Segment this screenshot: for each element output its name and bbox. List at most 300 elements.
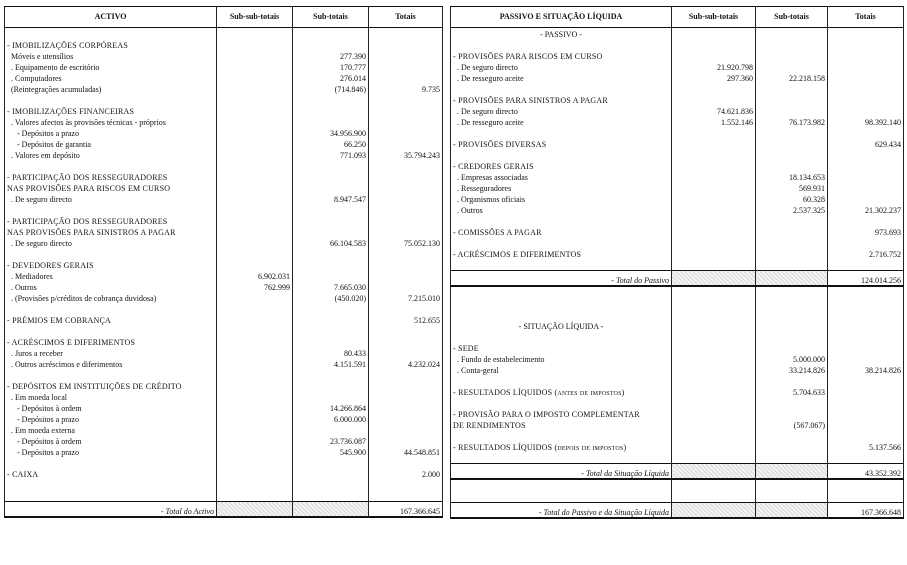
row-label: . De seguro directo — [451, 61, 672, 72]
total-cell — [369, 402, 443, 413]
sub-sub-total-cell: 1.552.146 — [672, 116, 756, 127]
sub-total-cell: 5.000.000 — [756, 353, 828, 364]
empty-cell — [369, 28, 443, 40]
blank-row — [451, 397, 904, 408]
row-label: - PARTICIPAÇÃO DOS RESSEGURADORES — [5, 171, 217, 182]
section-heading-row — [5, 468, 443, 479]
empty-cell — [5, 369, 217, 380]
total-cell — [369, 226, 443, 237]
empty-cell — [451, 298, 672, 309]
total-activo-value: 167.366.645 — [369, 502, 443, 518]
empty-cell — [672, 491, 756, 503]
sub-total-cell: 276.014 — [293, 72, 369, 83]
total-cell — [828, 160, 904, 171]
sub-total-cell: 545.900 — [293, 446, 369, 457]
section-heading-row — [5, 105, 443, 116]
section-heading-row — [451, 342, 904, 353]
total-cell — [828, 353, 904, 364]
empty-cell — [293, 94, 369, 105]
sub-total-cell: 8.947.547 — [293, 193, 369, 204]
sub-sub-total-cell — [217, 116, 293, 127]
blank-row — [451, 149, 904, 160]
row-label: . Equipamento de escritório — [5, 61, 217, 72]
sub-sub-total-cell — [217, 61, 293, 72]
line-item-row — [5, 413, 443, 424]
empty-cell — [672, 452, 756, 464]
sub-sub-total-cell — [217, 193, 293, 204]
section-heading-row — [5, 171, 443, 182]
empty-cell — [217, 248, 293, 259]
sub-total-cell — [293, 215, 369, 226]
empty-cell — [672, 397, 756, 408]
empty-cell — [369, 94, 443, 105]
blank-row — [451, 430, 904, 441]
empty-cell — [369, 479, 443, 490]
blank-row — [5, 457, 443, 468]
sub-sub-total-cell — [672, 386, 756, 397]
row-label: - Total do Passivo — [451, 271, 672, 287]
sub-total-cell: 277.390 — [293, 50, 369, 61]
row-label: . De resseguro aceite — [451, 72, 672, 83]
empty-cell — [756, 397, 828, 408]
empty-cell — [756, 479, 828, 491]
total-cell — [828, 28, 904, 40]
empty-cell — [5, 490, 217, 502]
sub-total-cell: 771.093 — [293, 149, 369, 160]
sub-sub-total-cell — [217, 215, 293, 226]
section-heading-row — [451, 419, 904, 430]
sub-total-cell: 14.266.864 — [293, 402, 369, 413]
empty-cell — [672, 127, 756, 138]
empty-cell — [828, 375, 904, 386]
total-passivo-situacao-label: - Total do Passivo e da Situação Líquida — [451, 503, 672, 519]
line-item-row — [5, 149, 443, 160]
empty-cell — [828, 397, 904, 408]
section-heading-row — [451, 226, 904, 237]
sub-total-cell: 23.736.087 — [293, 435, 369, 446]
line-item-row — [5, 237, 443, 248]
total-cell — [828, 72, 904, 83]
empty-cell — [828, 286, 904, 298]
empty-cell — [451, 479, 672, 491]
sub-sub-total-cell — [217, 347, 293, 358]
empty-cell — [672, 83, 756, 94]
sub-sub-total-cell — [672, 28, 756, 40]
sub-total-cell: (714.846) — [293, 83, 369, 94]
total-cell: 9.735 — [369, 83, 443, 94]
empty-cell — [217, 490, 293, 502]
empty-cell — [451, 452, 672, 464]
total-cell — [369, 347, 443, 358]
blank-row — [451, 479, 904, 491]
col-header-sub-sub-totais: Sub-sub-totais — [217, 7, 293, 28]
total-cell: 35.794.243 — [369, 149, 443, 160]
empty-cell — [293, 28, 369, 40]
blank-row — [451, 237, 904, 248]
total-cell — [828, 193, 904, 204]
total-cell — [369, 127, 443, 138]
line-item-row — [5, 391, 443, 402]
line-item-row — [5, 424, 443, 435]
line-item-row — [5, 127, 443, 138]
sub-total-cell: 80.433 — [293, 347, 369, 358]
sub-sub-total-cell — [217, 237, 293, 248]
empty-cell — [369, 248, 443, 259]
section-heading-row — [451, 50, 904, 61]
line-item-row — [5, 281, 443, 292]
sub-total-cell: 34.956.900 — [293, 127, 369, 138]
sub-total-cell — [756, 50, 828, 61]
sub-sub-total-cell — [217, 259, 293, 270]
row-label: - Total da Situação Líquida — [451, 464, 672, 480]
empty-cell — [756, 39, 828, 50]
section-heading-row — [5, 336, 443, 347]
sub-total-cell — [756, 441, 828, 452]
sub-sub-total-cell — [217, 83, 293, 94]
sub-total-cell: 2.537.325 — [756, 204, 828, 215]
sub-sub-total-cell — [217, 72, 293, 83]
line-item-row — [5, 347, 443, 358]
blank-row — [451, 491, 904, 503]
row-label: . Conta-geral — [451, 364, 672, 375]
section-heading-row — [5, 380, 443, 391]
row-label: - CAIXA — [5, 468, 217, 479]
sub-total-cell — [756, 138, 828, 149]
row-label: . De seguro directo — [5, 237, 217, 248]
blank-row — [5, 490, 443, 502]
empty-cell — [828, 479, 904, 491]
sub-total-cell — [293, 468, 369, 479]
empty-cell — [217, 457, 293, 468]
blank-row — [5, 479, 443, 490]
sub-total-cell: 33.214.826 — [756, 364, 828, 375]
empty-cell — [756, 149, 828, 160]
total-passivo-situacao-row — [451, 503, 904, 519]
line-item-row — [5, 402, 443, 413]
sub-sub-total-cell — [672, 271, 756, 287]
total-cell: 973.693 — [828, 226, 904, 237]
total-cell — [828, 105, 904, 116]
empty-cell — [451, 331, 672, 342]
total-cell: 2.716.752 — [828, 248, 904, 259]
line-item-row — [451, 204, 904, 215]
sub-sub-total-cell — [672, 464, 756, 480]
row-label: - PRÉMIOS EM COBRANÇA — [5, 314, 217, 325]
empty-cell — [369, 457, 443, 468]
total-cell — [828, 50, 904, 61]
sub-sub-total-cell — [672, 94, 756, 105]
sub-sub-total-cell: 21.920.798 — [672, 61, 756, 72]
sub-total-cell — [756, 342, 828, 353]
sub-total-cell — [756, 408, 828, 419]
row-label: . Empresas associadas — [451, 171, 672, 182]
col-header-sub-totais: Sub-totais — [293, 7, 369, 28]
empty-cell — [756, 237, 828, 248]
blank-row — [451, 331, 904, 342]
empty-cell — [217, 204, 293, 215]
row-label: - ACRÉSCIMOS E DIFERIMENTOS — [5, 336, 217, 347]
sub-sub-total-cell — [672, 320, 756, 331]
empty-cell — [5, 160, 217, 171]
total-cell — [369, 193, 443, 204]
row-label: - ACRÉSCIMOS E DIFERIMENTOS — [451, 248, 672, 259]
sub-total-cell — [293, 314, 369, 325]
row-label: . De seguro directo — [451, 105, 672, 116]
empty-cell — [828, 149, 904, 160]
subtotal-row — [451, 271, 904, 287]
line-item-row — [5, 270, 443, 281]
empty-cell — [451, 83, 672, 94]
empty-cell — [293, 369, 369, 380]
total-cell — [369, 116, 443, 127]
empty-cell — [828, 331, 904, 342]
row-label: - Depósitos a prazo — [5, 127, 217, 138]
shaded-cell — [293, 502, 369, 518]
row-label: - SEDE — [451, 342, 672, 353]
empty-cell — [293, 490, 369, 502]
blank-row — [451, 298, 904, 309]
line-item-row — [451, 182, 904, 193]
sub-sub-total-cell — [672, 353, 756, 364]
blank-row — [5, 248, 443, 259]
sub-total-cell — [293, 105, 369, 116]
total-cell: 4.232.024 — [369, 358, 443, 369]
row-label: . Fundo de estabelecimento — [451, 353, 672, 364]
empty-cell — [672, 39, 756, 50]
row-label: - Depósitos a prazo — [5, 413, 217, 424]
sub-sub-total-cell — [217, 138, 293, 149]
sub-total-cell — [293, 226, 369, 237]
empty-cell — [828, 215, 904, 226]
sub-total-cell: 18.134.653 — [756, 171, 828, 182]
line-item-row — [5, 446, 443, 457]
section-heading-row — [451, 386, 904, 397]
total-cell — [828, 94, 904, 105]
blank-row — [451, 259, 904, 271]
empty-cell — [293, 325, 369, 336]
row-label: - PROVISÃO PARA O IMPOSTO COMPLEMENTAR — [451, 408, 672, 419]
shaded-cell — [672, 503, 756, 519]
row-label: . Organismos oficiais — [451, 193, 672, 204]
blank-row — [451, 127, 904, 138]
empty-cell — [369, 303, 443, 314]
sub-sub-total-cell — [217, 380, 293, 391]
total-passivo-situacao-value: 167.366.648 — [828, 503, 904, 519]
sub-sub-total-cell — [217, 182, 293, 193]
total-cell — [369, 413, 443, 424]
empty-cell — [828, 237, 904, 248]
row-label: . Valores afectos às provisões técnicas - próprios — [5, 116, 217, 127]
sub-total-cell: 66.104.583 — [293, 237, 369, 248]
empty-cell — [217, 303, 293, 314]
sub-sub-total-cell — [217, 402, 293, 413]
sub-sub-total-cell: 74.621.836 — [672, 105, 756, 116]
blank-row — [451, 215, 904, 226]
empty-cell — [672, 215, 756, 226]
sub-total-cell — [756, 248, 828, 259]
empty-cell — [217, 479, 293, 490]
passivo-table — [450, 6, 904, 519]
empty-cell — [451, 309, 672, 320]
line-item-row — [451, 116, 904, 127]
total-cell — [369, 50, 443, 61]
row-label: - PROVISÕES PARA SINISTROS A PAGAR — [451, 94, 672, 105]
row-label: Móveis e utensílios — [5, 50, 217, 61]
total-cell — [369, 435, 443, 446]
line-item-row — [5, 292, 443, 303]
empty-cell — [672, 331, 756, 342]
row-label: - RESULTADOS LÍQUIDOS (antes de impostos) — [451, 386, 672, 397]
line-item-row — [5, 83, 443, 94]
total-cell — [369, 72, 443, 83]
empty-cell — [293, 160, 369, 171]
sub-total-cell — [293, 380, 369, 391]
blank-row — [451, 375, 904, 386]
blank-row — [5, 303, 443, 314]
empty-cell — [451, 149, 672, 160]
empty-cell — [756, 331, 828, 342]
total-cell: 44.548.851 — [369, 446, 443, 457]
row-label: . Outros — [451, 204, 672, 215]
empty-cell — [217, 369, 293, 380]
sub-total-cell: (450.020) — [293, 292, 369, 303]
sub-total-cell: 170.777 — [293, 61, 369, 72]
empty-cell — [756, 127, 828, 138]
sub-total-cell — [293, 116, 369, 127]
sub-total-cell — [756, 226, 828, 237]
row-label: - COMISSÕES A PAGAR — [451, 226, 672, 237]
sub-sub-total-cell — [672, 342, 756, 353]
section-heading-row — [451, 160, 904, 171]
group-title-row — [451, 320, 904, 331]
blank-row — [5, 94, 443, 105]
total-cell — [828, 386, 904, 397]
row-label: - DEPÓSITOS EM INSTITUIÇÕES DE CRÉDITO — [5, 380, 217, 391]
sub-total-cell — [756, 28, 828, 40]
activo-table — [4, 6, 443, 518]
activo-header-row — [5, 7, 443, 28]
empty-cell — [756, 215, 828, 226]
total-cell: 38.214.826 — [828, 364, 904, 375]
sub-sub-total-cell: 762.999 — [217, 281, 293, 292]
line-item-row — [5, 50, 443, 61]
row-label: - DEVEDORES GERAIS — [5, 259, 217, 270]
row-label: NAS PROVISÕES PARA RISCOS EM CURSO — [5, 182, 217, 193]
section-heading-row — [5, 314, 443, 325]
sub-total-cell: 60.328 — [756, 193, 828, 204]
sub-sub-total-cell — [217, 292, 293, 303]
total-cell — [369, 336, 443, 347]
blank-row — [451, 286, 904, 298]
total-cell: 43.352.392 — [828, 464, 904, 480]
sub-total-cell — [293, 424, 369, 435]
line-item-row — [5, 72, 443, 83]
empty-cell — [451, 259, 672, 271]
line-item-row — [451, 171, 904, 182]
row-label: DE RENDIMENTOS — [451, 419, 672, 430]
sub-sub-total-cell — [672, 171, 756, 182]
blank-row — [5, 369, 443, 380]
col-header-sub-sub-totais: Sub-sub-totais — [672, 7, 756, 28]
total-cell — [828, 171, 904, 182]
row-label: . (Provisões p/créditos de cobrança duvidosa) — [5, 292, 217, 303]
sub-total-cell — [293, 336, 369, 347]
total-cell — [828, 182, 904, 193]
sub-sub-total-cell — [217, 446, 293, 457]
empty-cell — [451, 39, 672, 50]
sub-sub-total-cell — [672, 138, 756, 149]
section-heading-row — [451, 441, 904, 452]
empty-cell — [672, 298, 756, 309]
row-label: . Juros a receber — [5, 347, 217, 358]
shaded-cell — [756, 503, 828, 519]
section-heading-row — [451, 248, 904, 259]
sub-sub-total-cell — [217, 226, 293, 237]
total-cell — [369, 171, 443, 182]
sub-sub-total-cell — [672, 419, 756, 430]
empty-cell — [828, 430, 904, 441]
empty-cell — [369, 490, 443, 502]
row-label: . Outros — [5, 281, 217, 292]
section-heading-row — [451, 138, 904, 149]
empty-cell — [369, 369, 443, 380]
sub-sub-total-cell — [217, 105, 293, 116]
line-item-row — [5, 61, 443, 72]
line-item-row — [451, 61, 904, 72]
sub-sub-total-cell — [672, 50, 756, 61]
total-cell: 2.000 — [369, 468, 443, 479]
col-header-passivo: PASSIVO E SITUAÇÃO LÍQUIDA — [451, 7, 672, 28]
sub-sub-total-cell — [217, 435, 293, 446]
empty-cell — [5, 479, 217, 490]
empty-cell — [672, 237, 756, 248]
sub-total-cell — [756, 105, 828, 116]
empty-cell — [828, 491, 904, 503]
empty-cell — [756, 430, 828, 441]
sub-sub-total-cell — [672, 226, 756, 237]
row-label: - RESULTADOS LÍQUIDOS (depois de impostos) — [451, 441, 672, 452]
line-item-row — [451, 364, 904, 375]
total-cell — [828, 408, 904, 419]
total-cell — [369, 182, 443, 193]
sub-total-cell: (567.067) — [756, 419, 828, 430]
row-label: . Resseguradores — [451, 182, 672, 193]
sub-total-cell — [756, 94, 828, 105]
section-heading-row — [5, 259, 443, 270]
blank-row — [5, 28, 443, 40]
total-cell — [369, 215, 443, 226]
sub-sub-total-cell: 6.902.031 — [217, 270, 293, 281]
blank-row — [5, 204, 443, 215]
sub-sub-total-cell — [217, 336, 293, 347]
sub-total-cell — [756, 61, 828, 72]
blank-row — [451, 452, 904, 464]
empty-cell — [217, 94, 293, 105]
sub-total-cell — [293, 259, 369, 270]
empty-cell — [828, 83, 904, 94]
blank-row — [5, 160, 443, 171]
empty-cell — [828, 309, 904, 320]
line-item-row — [5, 138, 443, 149]
empty-cell — [828, 127, 904, 138]
sub-sub-total-cell — [217, 468, 293, 479]
subtotal-row — [451, 464, 904, 480]
total-cell — [369, 61, 443, 72]
row-label: - IMOBILIZAÇÕES FINANCEIRAS — [5, 105, 217, 116]
empty-cell — [217, 28, 293, 40]
sub-sub-total-cell — [672, 408, 756, 419]
empty-cell — [828, 298, 904, 309]
